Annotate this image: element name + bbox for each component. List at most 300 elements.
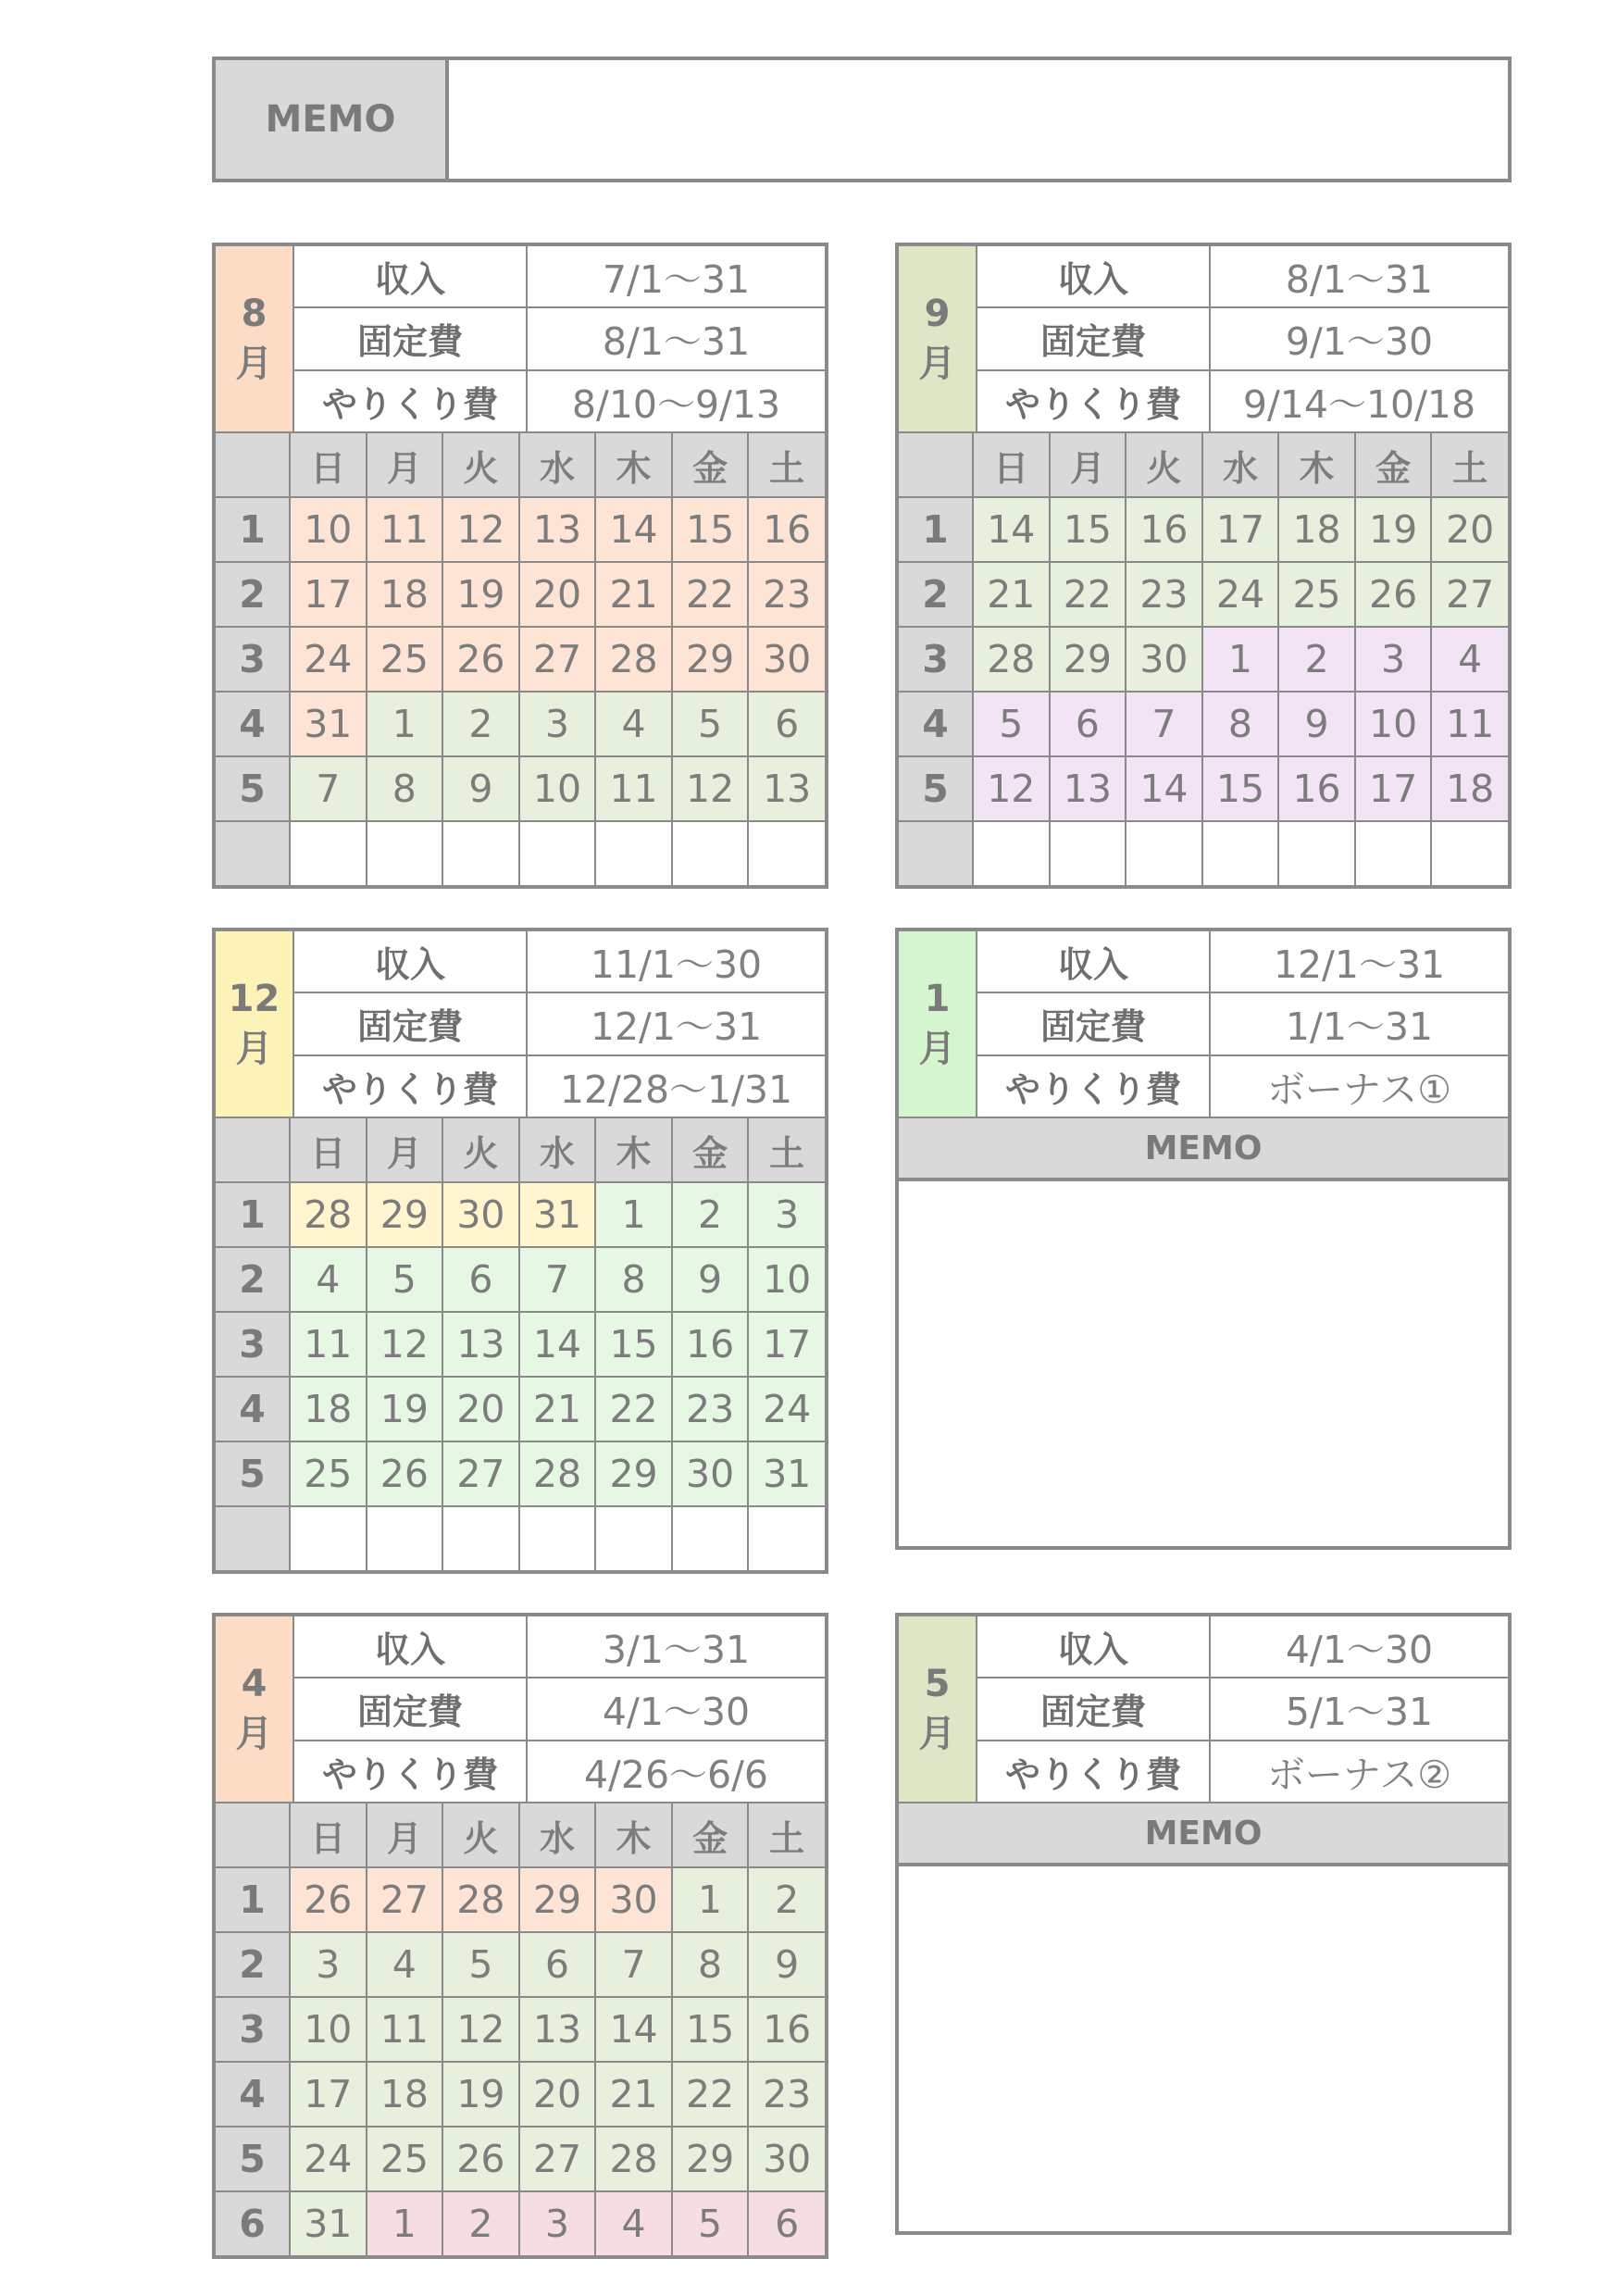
period-value: 12/1〜31: [1273, 942, 1446, 988]
day-cell[interactable]: 14: [595, 497, 672, 562]
weekday-header: 日: [973, 433, 1050, 497]
day-cell[interactable]: 17: [1355, 756, 1432, 821]
day-cell[interactable]: 29: [519, 1867, 596, 1932]
day-cell[interactable]: 8: [367, 756, 443, 821]
day-cell[interactable]: 17: [748, 1312, 825, 1377]
period-value: 8/10〜9/13: [571, 381, 781, 427]
month-tab: [899, 246, 977, 431]
week-number: 4: [216, 2062, 290, 2127]
day-cell[interactable]: 20: [442, 1377, 519, 1441]
month-header: [216, 931, 825, 1118]
day-cell[interactable]: 19: [442, 562, 519, 627]
month-char: 月: [918, 1028, 956, 1070]
day-cell[interactable]: 2: [442, 692, 519, 756]
day-cell[interactable]: 7: [595, 1932, 672, 1997]
day-cell[interactable]: 15: [1202, 756, 1279, 821]
month-tab: [216, 246, 294, 431]
day-cell[interactable]: 30: [595, 1867, 672, 1932]
weekday-header: 日: [290, 1803, 367, 1867]
month-block-4: [212, 1613, 828, 2259]
period-info: [977, 1616, 1508, 1802]
top-memo-box: [212, 56, 1512, 182]
day-cell[interactable]: 20: [519, 562, 596, 627]
month-char: 月: [918, 1713, 956, 1755]
day-cell[interactable]: 17: [290, 562, 367, 627]
day-cell[interactable]: 21: [519, 1377, 596, 1441]
day-cell[interactable]: 29: [672, 627, 749, 692]
week-row: [216, 2191, 825, 2255]
calendar-grid: [216, 1803, 825, 2255]
week-number: 3: [216, 627, 290, 692]
month-tab: [899, 1616, 977, 1802]
day-cell[interactable]: 2: [1278, 627, 1355, 692]
day-cell[interactable]: 29: [672, 2127, 749, 2191]
day-cell[interactable]: [519, 821, 596, 885]
day-cell[interactable]: 2: [672, 1182, 749, 1247]
day-cell[interactable]: 16: [672, 1312, 749, 1377]
day-cell[interactable]: 1: [595, 1182, 672, 1247]
day-cell[interactable]: 24: [748, 1377, 825, 1441]
day-cell[interactable]: 9: [672, 1247, 749, 1312]
day-cell[interactable]: 20: [519, 2062, 596, 2127]
month-block-9: [895, 243, 1512, 889]
period-row: [977, 1741, 1508, 1802]
weekday-header: 日: [290, 1118, 367, 1182]
week-number: 4: [216, 1377, 290, 1441]
month-number: 1: [924, 978, 951, 1020]
period-value: ボーナス②: [1266, 1752, 1452, 1797]
day-cell[interactable]: 25: [367, 627, 443, 692]
period-info: [977, 931, 1508, 1117]
period-label: やりくり費: [294, 1056, 528, 1117]
day-cell[interactable]: 28: [442, 1867, 519, 1932]
period-value: 8/1〜31: [1285, 257, 1434, 303]
day-cell[interactable]: 30: [1126, 627, 1202, 692]
week-number: 5: [899, 756, 973, 821]
day-cell[interactable]: [672, 821, 749, 885]
month-char: 月: [235, 1713, 273, 1755]
week-row: [899, 692, 1508, 756]
week-number: 5: [216, 1441, 290, 1506]
day-cell[interactable]: 24: [290, 627, 367, 692]
day-cell[interactable]: 23: [748, 562, 825, 627]
day-cell[interactable]: 27: [442, 1441, 519, 1506]
period-value: 3/1〜31: [602, 1628, 751, 1673]
day-cell[interactable]: 31: [290, 2191, 367, 2255]
day-cell[interactable]: 21: [595, 562, 672, 627]
period-value: 12/1〜31: [590, 1004, 763, 1050]
day-cell[interactable]: 11: [595, 756, 672, 821]
day-cell[interactable]: 13: [1050, 756, 1126, 821]
day-cell[interactable]: 25: [290, 1441, 367, 1506]
week-number: 2: [216, 1247, 290, 1312]
period-label: 固定費: [294, 993, 528, 1054]
day-cell[interactable]: 5: [672, 692, 749, 756]
period-label: やりくり費: [977, 1741, 1211, 1802]
day-cell[interactable]: 13: [519, 1997, 596, 2062]
day-cell[interactable]: [1355, 821, 1432, 885]
month-tab: [216, 931, 294, 1117]
day-cell[interactable]: 28: [290, 1182, 367, 1247]
day-cell[interactable]: 27: [519, 2127, 596, 2191]
day-cell[interactable]: 2: [748, 1867, 825, 1932]
week-number: 1: [899, 497, 973, 562]
day-cell[interactable]: 17: [1202, 497, 1279, 562]
week-number: 4: [216, 692, 290, 756]
day-cell[interactable]: 18: [367, 562, 443, 627]
weekday-header: 火: [442, 1803, 519, 1867]
week-row: [216, 1441, 825, 1506]
day-cell[interactable]: 15: [1050, 497, 1126, 562]
period-value: 4/26〜6/6: [583, 1752, 769, 1797]
day-cell[interactable]: 26: [442, 2127, 519, 2191]
month-block-8: [212, 243, 828, 889]
day-cell[interactable]: 11: [1431, 692, 1508, 756]
weekday-header: 月: [367, 1803, 443, 1867]
day-cell[interactable]: 10: [290, 497, 367, 562]
week-number: 5: [216, 2127, 290, 2191]
day-cell[interactable]: 16: [1278, 756, 1355, 821]
period-value: 11/1〜30: [590, 942, 763, 988]
weekday-header: 金: [672, 1803, 749, 1867]
period-row: [294, 1741, 825, 1802]
day-cell[interactable]: 22: [595, 1377, 672, 1441]
day-cell[interactable]: 27: [519, 627, 596, 692]
day-cell[interactable]: 11: [367, 1997, 443, 2062]
day-cell[interactable]: 28: [595, 2127, 672, 2191]
day-cell[interactable]: 18: [1278, 497, 1355, 562]
day-cell[interactable]: 26: [290, 1867, 367, 1932]
day-cell[interactable]: 14: [519, 1312, 596, 1377]
day-cell[interactable]: 18: [367, 2062, 443, 2127]
week-number-header: [899, 433, 973, 497]
day-cell[interactable]: 1: [672, 1867, 749, 1932]
day-cell[interactable]: 7: [519, 1247, 596, 1312]
day-cell[interactable]: 14: [595, 1997, 672, 2062]
weekday-header: 木: [595, 433, 672, 497]
day-cell[interactable]: 3: [290, 1932, 367, 1997]
weekday-header: 水: [519, 433, 596, 497]
day-cell[interactable]: 12: [442, 1997, 519, 2062]
day-cell[interactable]: 26: [1355, 562, 1432, 627]
week-row: [899, 821, 1508, 885]
day-cell[interactable]: 8: [595, 1247, 672, 1312]
weekday-header: 水: [519, 1118, 596, 1182]
period-label: 収入: [977, 246, 1211, 306]
period-label: 固定費: [977, 993, 1211, 1054]
day-cell[interactable]: 30: [442, 1182, 519, 1247]
weekday-header: 土: [748, 1803, 825, 1867]
weekday-header: 水: [1202, 433, 1279, 497]
day-cell[interactable]: 5: [973, 692, 1050, 756]
period-row: [294, 246, 825, 308]
day-cell[interactable]: [1126, 821, 1202, 885]
month-memo-area[interactable]: [899, 1181, 1508, 1546]
week-number: 2: [216, 1932, 290, 1997]
period-info: [294, 1616, 825, 1802]
week-number: 2: [216, 562, 290, 627]
day-cell[interactable]: 23: [672, 1377, 749, 1441]
week-row: [216, 821, 825, 885]
period-row: [294, 1616, 825, 1678]
day-cell[interactable]: 26: [367, 1441, 443, 1506]
day-cell[interactable]: 6: [748, 2191, 825, 2255]
month-header: [899, 1616, 1508, 1803]
day-cell[interactable]: 10: [290, 1997, 367, 2062]
day-cell[interactable]: 12: [672, 756, 749, 821]
day-cell[interactable]: 13: [748, 756, 825, 821]
day-cell[interactable]: [595, 821, 672, 885]
day-cell[interactable]: 28: [519, 1441, 596, 1506]
period-label: 収入: [977, 1616, 1211, 1677]
weekday-header: 月: [367, 1118, 443, 1182]
day-cell[interactable]: [973, 821, 1050, 885]
period-row: [977, 1678, 1508, 1741]
period-label: 固定費: [977, 1678, 1211, 1739]
period-label: 収入: [294, 931, 528, 992]
day-cell[interactable]: [1431, 821, 1508, 885]
weekday-header: 水: [519, 1803, 596, 1867]
day-cell[interactable]: 3: [519, 2191, 596, 2255]
period-row: [977, 993, 1508, 1055]
day-cell[interactable]: 12: [973, 756, 1050, 821]
day-cell[interactable]: 10: [748, 1247, 825, 1312]
day-cell[interactable]: 16: [1126, 497, 1202, 562]
weekday-header-row: [899, 433, 1508, 497]
day-cell[interactable]: [442, 821, 519, 885]
weekday-header: 土: [748, 1118, 825, 1182]
day-cell[interactable]: 6: [442, 1247, 519, 1312]
day-cell[interactable]: 22: [672, 2062, 749, 2127]
weekday-header: 日: [290, 433, 367, 497]
day-cell[interactable]: 22: [672, 562, 749, 627]
day-cell[interactable]: 4: [290, 1247, 367, 1312]
weekday-header: 火: [442, 433, 519, 497]
day-cell[interactable]: 3: [519, 692, 596, 756]
day-cell[interactable]: 19: [367, 1377, 443, 1441]
day-cell[interactable]: 4: [1431, 627, 1508, 692]
day-cell[interactable]: 10: [1355, 692, 1432, 756]
day-cell[interactable]: 16: [748, 497, 825, 562]
day-cell[interactable]: 26: [442, 627, 519, 692]
day-cell[interactable]: 8: [1202, 692, 1279, 756]
day-cell[interactable]: 29: [595, 1441, 672, 1506]
day-cell[interactable]: 18: [1431, 756, 1508, 821]
weekday-header: 火: [442, 1118, 519, 1182]
day-cell[interactable]: 30: [748, 2127, 825, 2191]
period-label: やりくり費: [977, 1056, 1211, 1117]
period-value: ボーナス①: [1266, 1067, 1452, 1112]
period-label: やりくり費: [977, 371, 1211, 431]
day-cell[interactable]: [367, 1506, 443, 1570]
day-cell[interactable]: 7: [290, 756, 367, 821]
day-cell[interactable]: 20: [1431, 497, 1508, 562]
day-cell[interactable]: 31: [748, 1441, 825, 1506]
day-cell[interactable]: 7: [1126, 692, 1202, 756]
period-label: やりくり費: [294, 371, 528, 431]
week-row: [216, 2062, 825, 2127]
week-row: [899, 627, 1508, 692]
weekday-header: 月: [367, 433, 443, 497]
weekday-header-row: [216, 1803, 825, 1867]
month-memo-label: MEMO: [899, 1118, 1508, 1181]
period-row: [294, 1678, 825, 1741]
day-cell[interactable]: 3: [748, 1182, 825, 1247]
week-row: [216, 497, 825, 562]
day-cell[interactable]: 29: [367, 1182, 443, 1247]
day-cell[interactable]: 9: [442, 756, 519, 821]
day-cell[interactable]: 15: [672, 1997, 749, 2062]
week-number-header: [216, 433, 290, 497]
period-label: 固定費: [977, 308, 1211, 368]
month-header: [899, 246, 1508, 433]
weekday-header: 月: [1050, 433, 1126, 497]
weekday-header: 金: [672, 1118, 749, 1182]
day-cell[interactable]: 24: [1202, 562, 1279, 627]
week-row: [216, 1377, 825, 1441]
day-cell[interactable]: 3: [1355, 627, 1432, 692]
period-row: [294, 931, 825, 993]
week-row: [216, 1312, 825, 1377]
month-memo-area[interactable]: [899, 1866, 1508, 2231]
week-number: 1: [216, 497, 290, 562]
day-cell[interactable]: [595, 1506, 672, 1570]
day-cell[interactable]: 1: [367, 2191, 443, 2255]
period-value: 4/1〜30: [1285, 1628, 1434, 1673]
day-cell[interactable]: 6: [748, 692, 825, 756]
week-row: [899, 756, 1508, 821]
period-value: 5/1〜31: [1285, 1690, 1434, 1735]
day-cell[interactable]: 5: [672, 2191, 749, 2255]
day-cell[interactable]: 28: [973, 627, 1050, 692]
day-cell[interactable]: 4: [595, 2191, 672, 2255]
day-cell[interactable]: [1050, 821, 1126, 885]
day-cell[interactable]: 12: [442, 497, 519, 562]
week-row: [216, 1932, 825, 1997]
day-cell[interactable]: 14: [973, 497, 1050, 562]
day-cell[interactable]: 15: [672, 497, 749, 562]
weekday-header: 木: [595, 1118, 672, 1182]
month-char: 月: [235, 1028, 273, 1070]
calendar-grid: [216, 433, 825, 885]
day-cell[interactable]: 11: [290, 1312, 367, 1377]
week-number: 1: [216, 1867, 290, 1932]
day-cell[interactable]: 27: [367, 1867, 443, 1932]
week-number: 2: [899, 562, 973, 627]
day-cell[interactable]: 11: [367, 497, 443, 562]
week-row: [216, 1506, 825, 1570]
day-cell[interactable]: 24: [290, 2127, 367, 2191]
weekday-header: 木: [1278, 433, 1355, 497]
week-number-header: [216, 1118, 290, 1182]
period-info: [294, 931, 825, 1117]
day-cell[interactable]: [290, 1506, 367, 1570]
period-value: 4/1〜30: [602, 1690, 751, 1735]
day-cell[interactable]: 2: [442, 2191, 519, 2255]
period-row: [294, 371, 825, 431]
top-memo-area[interactable]: [449, 60, 1508, 179]
day-cell[interactable]: [1202, 821, 1279, 885]
week-number: 5: [216, 756, 290, 821]
day-cell[interactable]: 16: [748, 1997, 825, 2062]
day-cell[interactable]: [748, 1506, 825, 1570]
week-row: [216, 627, 825, 692]
week-row: [216, 562, 825, 627]
day-cell[interactable]: 30: [672, 1441, 749, 1506]
day-cell[interactable]: 21: [973, 562, 1050, 627]
day-cell[interactable]: 5: [442, 1932, 519, 1997]
day-cell[interactable]: [367, 821, 443, 885]
day-cell[interactable]: [1278, 821, 1355, 885]
day-cell[interactable]: 23: [1126, 562, 1202, 627]
day-cell[interactable]: 15: [595, 1312, 672, 1377]
period-row: [294, 308, 825, 370]
period-row: [977, 1056, 1508, 1117]
day-cell[interactable]: 4: [595, 692, 672, 756]
day-cell[interactable]: 25: [1278, 562, 1355, 627]
day-cell[interactable]: 21: [595, 2062, 672, 2127]
week-row: [216, 692, 825, 756]
day-cell[interactable]: 25: [367, 2127, 443, 2191]
month-number: 5: [924, 1663, 951, 1705]
day-cell[interactable]: 1: [367, 692, 443, 756]
day-cell[interactable]: 19: [442, 2062, 519, 2127]
day-cell[interactable]: 6: [1050, 692, 1126, 756]
day-cell[interactable]: [748, 821, 825, 885]
weekday-header: 土: [748, 433, 825, 497]
day-cell[interactable]: 14: [1126, 756, 1202, 821]
month-header: [216, 246, 825, 433]
day-cell[interactable]: 29: [1050, 627, 1126, 692]
day-cell[interactable]: 19: [1355, 497, 1432, 562]
day-cell[interactable]: 5: [367, 1247, 443, 1312]
day-cell[interactable]: 12: [367, 1312, 443, 1377]
week-row: [216, 1867, 825, 1932]
period-value: 9/1〜30: [1285, 319, 1434, 365]
day-cell[interactable]: 1: [1202, 627, 1279, 692]
period-label: 収入: [294, 1616, 528, 1677]
week-number: 4: [899, 692, 973, 756]
day-cell[interactable]: 17: [290, 2062, 367, 2127]
day-cell[interactable]: [290, 821, 367, 885]
day-cell[interactable]: 31: [290, 692, 367, 756]
day-cell[interactable]: 13: [442, 1312, 519, 1377]
day-cell[interactable]: 9: [748, 1932, 825, 1997]
day-cell[interactable]: [442, 1506, 519, 1570]
day-cell[interactable]: 10: [519, 756, 596, 821]
day-cell[interactable]: 18: [290, 1377, 367, 1441]
day-cell[interactable]: 27: [1431, 562, 1508, 627]
day-cell[interactable]: 6: [519, 1932, 596, 1997]
day-cell[interactable]: 23: [748, 2062, 825, 2127]
calendar-grid: [899, 433, 1508, 885]
day-cell[interactable]: 9: [1278, 692, 1355, 756]
day-cell[interactable]: [672, 1506, 749, 1570]
week-number: 3: [216, 1997, 290, 2062]
day-cell[interactable]: 4: [367, 1932, 443, 1997]
day-cell[interactable]: 13: [519, 497, 596, 562]
day-cell[interactable]: 30: [748, 627, 825, 692]
day-cell[interactable]: [519, 1506, 596, 1570]
day-cell[interactable]: 22: [1050, 562, 1126, 627]
top-memo-label: MEMO: [216, 60, 449, 179]
week-number: 3: [216, 1312, 290, 1377]
day-cell[interactable]: 8: [672, 1932, 749, 1997]
day-cell[interactable]: 28: [595, 627, 672, 692]
day-cell[interactable]: 31: [519, 1182, 596, 1247]
month-block-12: [212, 928, 828, 1574]
week-number: 3: [899, 627, 973, 692]
